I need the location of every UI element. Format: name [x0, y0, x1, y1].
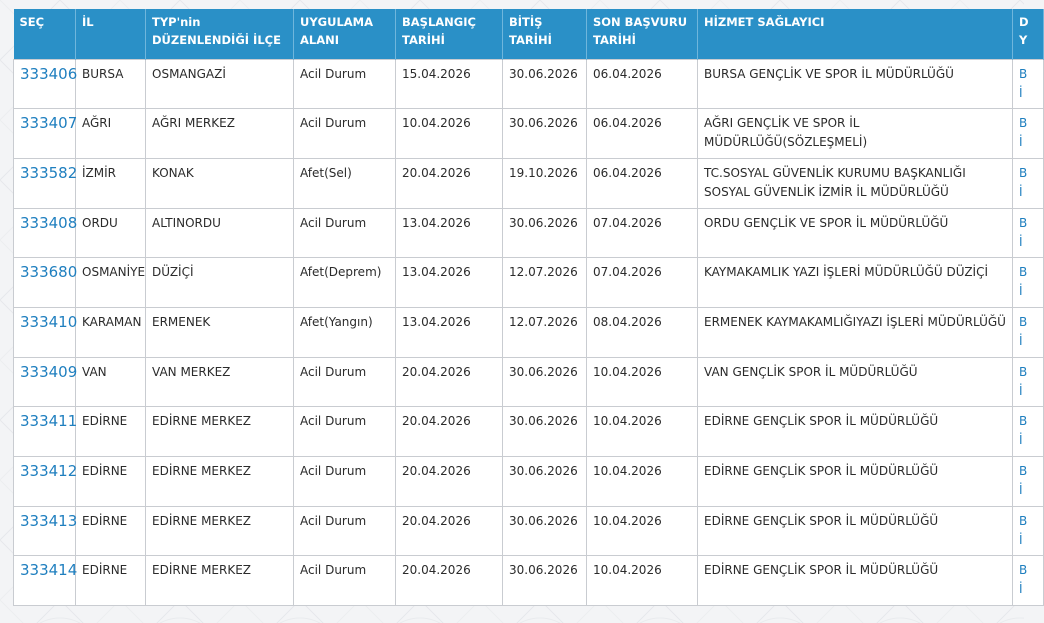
cell-hizmet-saglayici: AĞRI GENÇLİK VE SPOR İL MÜDÜRLÜĞÜ(SÖZLEŞMELİ) — [698, 109, 1013, 159]
table-row — [14, 407, 1044, 457]
cell-bitis-tarihi: 30.06.2026 — [503, 208, 587, 258]
cell-truncated — [1013, 258, 1044, 308]
cell-baslangic-tarihi: 20.04.2026 — [396, 158, 503, 208]
cell-uygulama-alani: Acil Durum — [294, 407, 396, 457]
cell-il: İZMİR — [76, 158, 146, 208]
cell-uygulama-alani: Acil Durum — [294, 506, 396, 556]
table-row — [14, 506, 1044, 556]
cell-sec — [14, 556, 76, 606]
cell-bitis-tarihi: 30.06.2026 — [503, 109, 587, 159]
cell-baslangic-tarihi: 20.04.2026 — [396, 457, 503, 507]
typ-listing-table-container — [13, 9, 1029, 606]
col-header-baslangic-tarihi: BAŞLANGIÇ TARİHİ — [396, 9, 503, 59]
detail-link[interactable]: B İ — [1019, 364, 1028, 398]
cell-il: ORDU — [76, 208, 146, 258]
cell-il: VAN — [76, 357, 146, 407]
cell-bitis-tarihi: 30.06.2026 — [503, 556, 587, 606]
col-header-son-basvuru-tarihi: SON BAŞVURU TARİHİ — [587, 9, 698, 59]
cell-son-basvuru-tarihi: 06.04.2026 — [587, 59, 698, 109]
cell-ilce: EDİRNE MERKEZ — [146, 506, 294, 556]
cell-il: EDİRNE — [76, 506, 146, 556]
table-row — [14, 307, 1044, 357]
cell-truncated — [1013, 59, 1044, 109]
cell-uygulama-alani: Acil Durum — [294, 59, 396, 109]
cell-son-basvuru-tarihi: 08.04.2026 — [587, 307, 698, 357]
cell-bitis-tarihi: 12.07.2026 — [503, 258, 587, 308]
cell-sec — [14, 258, 76, 308]
cell-ilce: ERMENEK — [146, 307, 294, 357]
cell-truncated — [1013, 407, 1044, 457]
cell-ilce: EDİRNE MERKEZ — [146, 407, 294, 457]
cell-sec — [14, 506, 76, 556]
cell-ilce: DÜZİÇİ — [146, 258, 294, 308]
cell-ilce: KONAK — [146, 158, 294, 208]
table-row — [14, 258, 1044, 308]
select-link[interactable]: 333408 — [20, 213, 78, 232]
cell-truncated — [1013, 457, 1044, 507]
cell-hizmet-saglayici: EDİRNE GENÇLİK SPOR İL MÜDÜRLÜĞÜ — [698, 556, 1013, 606]
cell-bitis-tarihi: 12.07.2026 — [503, 307, 587, 357]
detail-link[interactable]: B İ — [1019, 265, 1028, 299]
detail-link[interactable]: B İ — [1019, 66, 1028, 100]
cell-il: KARAMAN — [76, 307, 146, 357]
cell-ilce: OSMANGAZİ — [146, 59, 294, 109]
cell-son-basvuru-tarihi: 06.04.2026 — [587, 158, 698, 208]
cell-son-basvuru-tarihi: 06.04.2026 — [587, 109, 698, 159]
cell-uygulama-alani: Acil Durum — [294, 457, 396, 507]
cell-baslangic-tarihi: 13.04.2026 — [396, 208, 503, 258]
cell-ilce: EDİRNE MERKEZ — [146, 457, 294, 507]
cell-bitis-tarihi: 30.06.2026 — [503, 59, 587, 109]
cell-son-basvuru-tarihi: 07.04.2026 — [587, 258, 698, 308]
cell-uygulama-alani: Acil Durum — [294, 208, 396, 258]
detail-link[interactable]: B İ — [1019, 563, 1028, 597]
cell-il: EDİRNE — [76, 407, 146, 457]
detail-link[interactable]: B İ — [1019, 464, 1028, 497]
cell-sec — [14, 307, 76, 357]
cell-hizmet-saglayici: VAN GENÇLİK SPOR İL MÜDÜRLÜĞÜ — [698, 357, 1013, 407]
cell-il: EDİRNE — [76, 457, 146, 507]
cell-baslangic-tarihi: 10.04.2026 — [396, 109, 503, 159]
table-row — [14, 109, 1044, 159]
cell-sec — [14, 109, 76, 159]
detail-link[interactable]: B İ — [1019, 414, 1028, 448]
cell-son-basvuru-tarihi: 10.04.2026 — [587, 357, 698, 407]
detail-link[interactable]: B İ — [1019, 215, 1028, 249]
cell-hizmet-saglayici: KAYMAKAMLIK YAZI İŞLERİ MÜDÜRLÜĞÜ DÜZİÇİ — [698, 258, 1013, 308]
cell-hizmet-saglayici: EDİRNE GENÇLİK SPOR İL MÜDÜRLÜĞÜ — [698, 457, 1013, 507]
cell-il: AĞRI — [76, 109, 146, 159]
select-link[interactable]: 333413 — [20, 511, 78, 530]
cell-ilce: AĞRI MERKEZ — [146, 109, 294, 159]
cell-ilce: ALTINORDU — [146, 208, 294, 258]
detail-link[interactable]: B İ — [1019, 513, 1028, 547]
cell-uygulama-alani: Acil Durum — [294, 109, 396, 159]
cell-il: EDİRNE — [76, 556, 146, 606]
cell-hizmet-saglayici: EDİRNE GENÇLİK SPOR İL MÜDÜRLÜĞÜ — [698, 407, 1013, 457]
cell-son-basvuru-tarihi: 10.04.2026 — [587, 556, 698, 606]
select-link[interactable]: 333406 — [20, 64, 78, 83]
table-header-row — [14, 9, 1044, 59]
cell-bitis-tarihi: 30.06.2026 — [503, 407, 587, 457]
cell-son-basvuru-tarihi: 10.04.2026 — [587, 407, 698, 457]
select-link[interactable]: 333680 — [20, 263, 78, 282]
cell-bitis-tarihi: 19.10.2026 — [503, 158, 587, 208]
cell-sec — [14, 407, 76, 457]
cell-uygulama-alani: Acil Durum — [294, 357, 396, 407]
cell-baslangic-tarihi: 20.04.2026 — [396, 506, 503, 556]
cell-hizmet-saglayici: BURSA GENÇLİK VE SPOR İL MÜDÜRLÜĞÜ — [698, 59, 1013, 109]
select-link[interactable]: 333411 — [20, 412, 78, 431]
col-header-sec: SEÇ — [14, 9, 76, 59]
col-header-ilce: TYP'nin DÜZENLENDİĞİ İLÇE — [146, 9, 294, 59]
select-link[interactable]: 333414 — [20, 561, 78, 580]
select-link[interactable]: 333410 — [20, 312, 78, 331]
col-header-uygulama-alani: UYGULAMA ALANI — [294, 9, 396, 59]
cell-baslangic-tarihi: 13.04.2026 — [396, 307, 503, 357]
select-link[interactable]: 333407 — [20, 114, 78, 133]
col-header-hizmet-saglayici: HİZMET SAĞLAYICI — [698, 9, 1013, 59]
detail-link[interactable]: B İ — [1019, 165, 1028, 199]
select-link[interactable]: 333409 — [20, 362, 78, 381]
cell-truncated — [1013, 556, 1044, 606]
col-header-il: İL — [76, 9, 146, 59]
cell-truncated — [1013, 307, 1044, 357]
typ-listing-table — [13, 9, 1044, 606]
cell-ilce: EDİRNE MERKEZ — [146, 556, 294, 606]
cell-sec — [14, 59, 76, 109]
select-link[interactable]: 333412 — [20, 462, 78, 480]
cell-truncated — [1013, 506, 1044, 556]
cell-hizmet-saglayici: TC.SOSYAL GÜVENLİK KURUMU BAŞKANLIĞI SOSYAL GÜVENLİK İZMİR İL MÜDÜRLÜĞÜ — [698, 158, 1013, 208]
cell-bitis-tarihi: 30.06.2026 — [503, 506, 587, 556]
table-row — [14, 59, 1044, 109]
cell-truncated — [1013, 109, 1044, 159]
cell-sec — [14, 208, 76, 258]
cell-bitis-tarihi: 30.06.2026 — [503, 357, 587, 407]
cell-il: BURSA — [76, 59, 146, 109]
cell-sec — [14, 158, 76, 208]
detail-link[interactable]: B İ — [1019, 314, 1028, 348]
col-header-bitis-tarihi: BİTİŞ TARİHİ — [503, 9, 587, 59]
table-header — [14, 9, 1044, 59]
cell-uygulama-alani: Afet(Sel) — [294, 158, 396, 208]
cell-baslangic-tarihi: 15.04.2026 — [396, 59, 503, 109]
cell-son-basvuru-tarihi: 10.04.2026 — [587, 506, 698, 556]
cell-hizmet-saglayici: ORDU GENÇLİK VE SPOR İL MÜDÜRLÜĞÜ — [698, 208, 1013, 258]
cell-truncated — [1013, 357, 1044, 407]
cell-baslangic-tarihi: 13.04.2026 — [396, 258, 503, 308]
cell-sec — [14, 357, 76, 407]
col-header-truncated: D Y — [1013, 9, 1044, 59]
table-row — [14, 208, 1044, 258]
table-row — [14, 556, 1044, 606]
cell-il: OSMANİYE — [76, 258, 146, 308]
cell-bitis-tarihi: 30.06.2026 — [503, 457, 587, 507]
cell-uygulama-alani: Acil Durum — [294, 556, 396, 606]
cell-baslangic-tarihi: 20.04.2026 — [396, 556, 503, 606]
detail-link[interactable]: B İ — [1019, 116, 1028, 150]
table-body — [14, 59, 1044, 606]
cell-truncated — [1013, 208, 1044, 258]
cell-uygulama-alani: Afet(Deprem) — [294, 258, 396, 308]
table-row — [14, 457, 1044, 507]
cell-ilce: VAN MERKEZ — [146, 357, 294, 407]
cell-sec — [14, 457, 76, 507]
cell-son-basvuru-tarihi: 07.04.2026 — [587, 208, 698, 258]
table-row — [14, 357, 1044, 407]
select-link[interactable]: 333582 — [20, 163, 78, 182]
cell-son-basvuru-tarihi: 10.04.2026 — [587, 457, 698, 507]
cell-truncated — [1013, 158, 1044, 208]
cell-uygulama-alani: Afet(Yangın) — [294, 307, 396, 357]
cell-baslangic-tarihi: 20.04.2026 — [396, 407, 503, 457]
table-row — [14, 158, 1044, 208]
cell-hizmet-saglayici: EDİRNE GENÇLİK SPOR İL MÜDÜRLÜĞÜ — [698, 506, 1013, 556]
cell-baslangic-tarihi: 20.04.2026 — [396, 357, 503, 407]
cell-hizmet-saglayici: ERMENEK KAYMAKAMLIĞIYAZI İŞLERİ MÜDÜRLÜĞÜ — [698, 307, 1013, 357]
